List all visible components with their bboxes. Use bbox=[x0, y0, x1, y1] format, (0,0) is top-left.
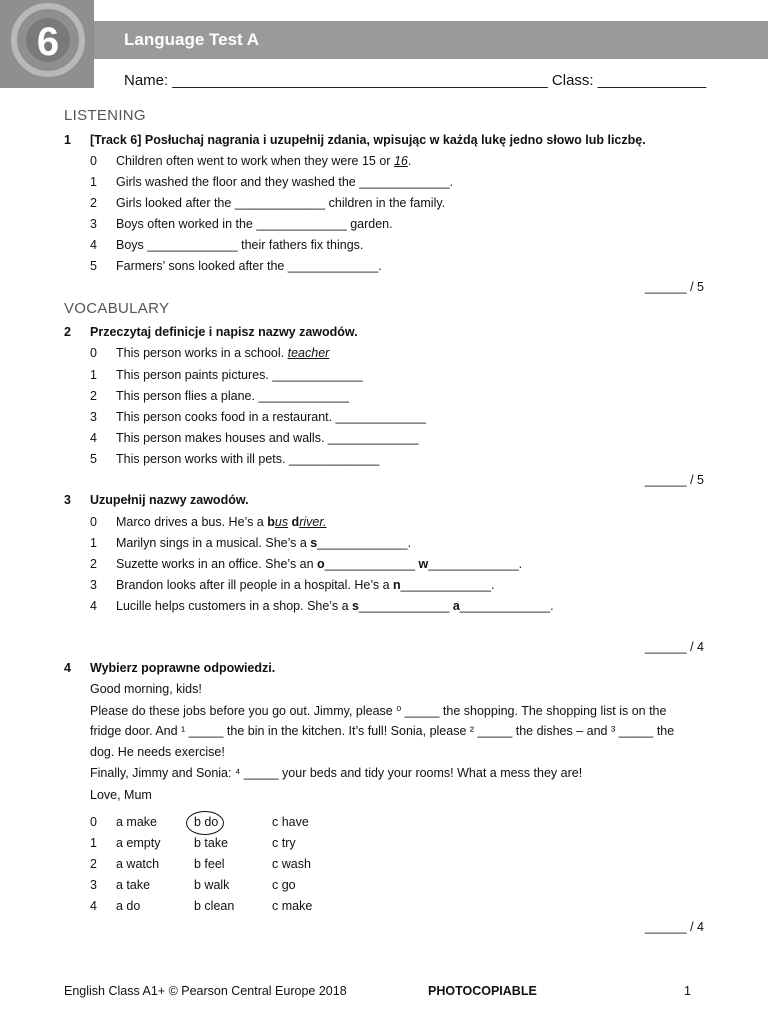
score-box: ______ / 4 bbox=[644, 920, 704, 934]
option-number: 4 bbox=[90, 899, 97, 913]
item-text: This person paints pictures. _____________ bbox=[116, 368, 363, 382]
option-number: 0 bbox=[90, 815, 97, 829]
item-text: Girls looked after the _____________ children in the family. bbox=[116, 196, 446, 210]
item-number: 2 bbox=[90, 557, 97, 571]
option-c: c wash bbox=[272, 857, 311, 871]
option-a: a empty bbox=[116, 836, 161, 850]
option-a: a make bbox=[116, 815, 157, 829]
item-number: 4 bbox=[90, 599, 97, 613]
option-a: a do bbox=[116, 899, 141, 913]
option-b: b do bbox=[194, 815, 219, 829]
letter-line: Please do these jobs before you go out. Jimmy, please ⁰ _____ the shopping. The shopping list is on the bbox=[90, 704, 667, 718]
item-number: 3 bbox=[90, 217, 97, 231]
option-a: a take bbox=[116, 878, 151, 892]
task-number: 4 bbox=[64, 661, 71, 675]
item-number: 0 bbox=[90, 515, 97, 529]
example-answer-circle bbox=[186, 811, 224, 835]
option-b: b clean bbox=[194, 899, 235, 913]
option-b: b walk bbox=[194, 878, 230, 892]
item-number: 4 bbox=[90, 238, 97, 252]
option-a: a watch bbox=[116, 857, 160, 871]
example-answer: river. bbox=[299, 515, 327, 529]
item-number: 1 bbox=[90, 175, 97, 189]
letter-line: Finally, Jimmy and Sonia: ⁴ _____ your beds and tidy your rooms! What a mess they are! bbox=[90, 766, 583, 780]
footer-copyright: English Class A1+ © Pearson Central Europe 2018 bbox=[64, 984, 347, 998]
title-bar bbox=[94, 21, 768, 59]
example-answer: teacher bbox=[287, 346, 330, 360]
letter-line: fridge door. And ¹ _____ the bin in the kitchen. It’s full! Sonia, please ² _____ the dishes – and ³ _____ the bbox=[90, 724, 675, 738]
item-text: Children often went to work when they were 15 or 16. bbox=[116, 154, 412, 168]
item-text: Brandon looks after ill people in a hospital. He’s a n_____________. bbox=[116, 578, 495, 592]
option-number: 3 bbox=[90, 878, 97, 892]
option-c: c go bbox=[272, 878, 296, 892]
example-answer: 16 bbox=[393, 154, 408, 168]
option-c: c try bbox=[272, 836, 296, 850]
task-number: 1 bbox=[64, 133, 71, 147]
letter-line: dog. He needs exercise! bbox=[90, 745, 225, 759]
option-c: c have bbox=[272, 815, 309, 829]
task-number: 2 bbox=[64, 325, 71, 339]
option-b: b take bbox=[194, 836, 229, 850]
item-number: 0 bbox=[90, 154, 97, 168]
score-box: ______ / 4 bbox=[644, 640, 704, 654]
score-box: ______ / 5 bbox=[644, 473, 704, 487]
item-text: Boys _____________ their fathers fix things. bbox=[116, 238, 364, 252]
page-number: 1 bbox=[684, 984, 691, 998]
option-number: 1 bbox=[90, 836, 97, 850]
item-number: 1 bbox=[90, 368, 97, 382]
section-heading-vocabulary: VOCABULARY bbox=[64, 300, 170, 317]
item-text: This person flies a plane. _____________ bbox=[116, 389, 349, 403]
letter-line: Love, Mum bbox=[90, 788, 152, 802]
item-number: 3 bbox=[90, 578, 97, 592]
item-number: 5 bbox=[90, 452, 97, 466]
unit-spiral-icon bbox=[0, 0, 94, 88]
task-instruction: Uzupełnij nazwy zawodów. bbox=[90, 493, 249, 507]
item-text: This person works with ill pets. _____________ bbox=[116, 452, 380, 466]
name-class-line: Name: _____________________________________________ Class: _____________ bbox=[124, 72, 707, 89]
item-text: Suzette works in an office. She’s an o_____________ w_____________. bbox=[116, 557, 523, 571]
footer-photocopiable: PHOTOCOPIABLE bbox=[428, 984, 537, 998]
item-text: This person works in a school. teacher bbox=[116, 346, 330, 360]
test-title: Language Test A bbox=[124, 30, 260, 49]
item-number: 4 bbox=[90, 431, 97, 445]
item-text: Farmers’ sons looked after the _____________. bbox=[116, 259, 382, 273]
task-number: 3 bbox=[64, 493, 71, 507]
task-instruction: Wybierz poprawne odpowiedzi. bbox=[90, 661, 276, 675]
item-number: 2 bbox=[90, 196, 97, 210]
task-instruction: [Track 6] Posłuchaj nagrania i uzupełnij zdania, wpisując w każdą lukę jedno słowo lub liczbę. bbox=[90, 133, 646, 147]
score-box: ______ / 5 bbox=[644, 280, 704, 294]
example-answer: us bbox=[274, 515, 289, 529]
option-number: 2 bbox=[90, 857, 97, 871]
option-b: b feel bbox=[194, 857, 225, 871]
task-instruction: Przeczytaj definicje i napisz nazwy zawodów. bbox=[90, 325, 358, 339]
item-number: 5 bbox=[90, 259, 97, 273]
item-text: Marco drives a bus. He’s a bus driver. bbox=[116, 515, 327, 529]
item-text: Girls washed the floor and they washed the _____________. bbox=[116, 175, 454, 189]
item-text: Boys often worked in the _____________ garden. bbox=[116, 217, 393, 231]
item-number: 2 bbox=[90, 389, 97, 403]
unit-number: 6 bbox=[36, 20, 60, 64]
item-text: Lucille helps customers in a shop. She’s a s_____________ a_____________. bbox=[116, 599, 554, 613]
item-text: Marilyn sings in a musical. She’s a s_____________. bbox=[116, 536, 412, 550]
option-c: c make bbox=[272, 899, 313, 913]
item-text: This person makes houses and walls. _____________ bbox=[116, 431, 419, 445]
section-heading-listening: LISTENING bbox=[64, 107, 146, 124]
item-number: 0 bbox=[90, 346, 97, 360]
item-text: This person cooks food in a restaurant. _____________ bbox=[116, 410, 426, 424]
item-number: 1 bbox=[90, 536, 97, 550]
item-number: 3 bbox=[90, 410, 97, 424]
letter-line: Good morning, kids! bbox=[90, 682, 202, 696]
unit-badge bbox=[0, 0, 94, 88]
